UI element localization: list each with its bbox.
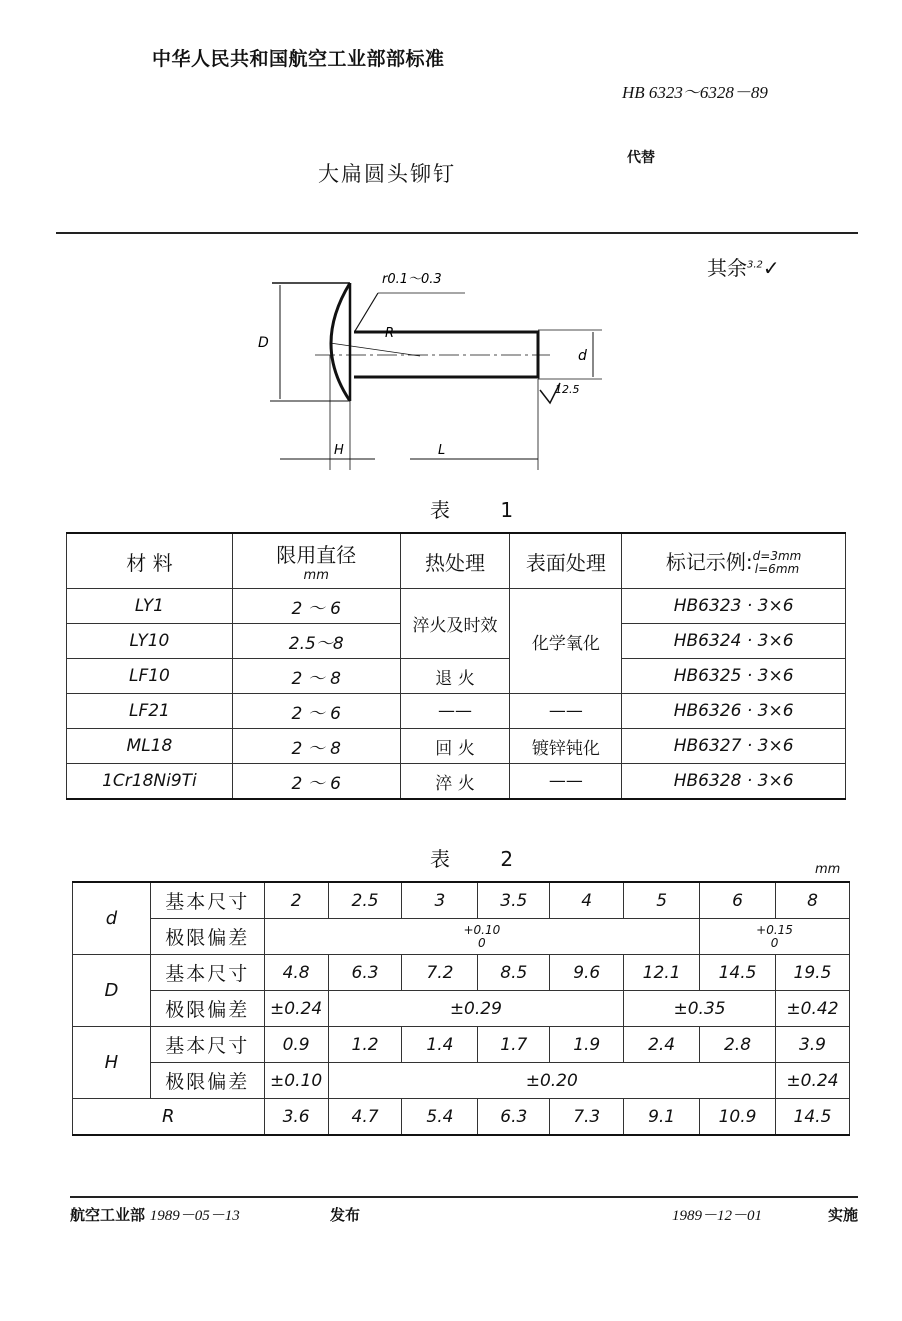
issue-info [70,1204,240,1225]
issuer: 航空工业部 [70,1206,146,1224]
header-rule [56,232,858,234]
roughness-check-icon: ✓ [762,256,780,280]
end-roughness: 12.5 [555,383,580,396]
replaces-label: 代替 [627,150,655,166]
dimension-table [72,881,850,1136]
label-L: L [438,443,446,458]
table-row: R 3.6 4.7 5.4 6.3 7.3 9.1 10.9 14.5 [73,1099,850,1136]
table2-caption: 表 2 [430,847,536,871]
effective-label: 实施 [828,1206,859,1224]
header-diameter: 限用直径 mm [232,533,400,589]
footer-rule [70,1196,858,1198]
table-row: 极限偏差 ±0.10 ±0.20 ±0.24 [73,1063,850,1099]
label-D: D [258,335,269,351]
table-row: LF21 2 ～ 6 —— —— HB6326 · 3×6 [67,694,846,729]
issuing-organization: 中华人民共和国航空工业部部标准 [152,48,445,70]
header-material: 材 料 [67,533,233,589]
table-row: LY10 2.5～8 HB6324 · 3×6 [67,624,846,659]
issue-label: 发布 [330,1206,361,1224]
table-row: 1Cr18Ni9Ti 2 ～ 6 淬 火 —— HB6328 · 3×6 [67,764,846,800]
fillet-note: r0.1～0.3 [382,272,442,287]
standard-code: HB 6323～6328－89 [622,83,768,102]
roughness-prefix: 其余 [707,256,747,280]
material-table [66,532,846,800]
effective-date: 1989－12－01 [672,1208,763,1224]
table-row: d 基本尺寸 2 2.5 3 3.5 4 5 6 8 [73,882,850,919]
label-R: R [385,326,395,341]
table1-caption: 表 1 [430,498,536,522]
table-row: LF10 2 ～ 8 退 火 HB6325 · 3×6 [67,659,846,694]
table-row: D 基本尺寸 4.8 6.3 7.2 8.5 9.6 12.1 14.5 19.5 [73,955,850,991]
table-row: 极限偏差 ±0.24 ±0.29 ±0.35 ±0.42 [73,991,850,1027]
label-d: d [578,348,587,364]
issue-date: 1989－05－13 [149,1208,240,1224]
header-heat-treatment: 热处理 [400,533,510,589]
general-roughness [707,252,780,281]
header-marking-example: 标记示例:d=3mm l=6mm [622,533,846,589]
header-surface-treatment: 表面处理 [510,533,622,589]
document-title: 大扁圆头铆钉 [318,162,456,186]
rivet-drawing [250,255,620,470]
table-row: LY1 2 ～ 6 淬火及时效 化学氧化 HB6323 · 3×6 [67,589,846,624]
roughness-value: 3.2 [747,259,763,271]
label-H: H [334,443,344,458]
table-row: 极限偏差 +0.10 0 +0.15 0 [73,919,850,955]
table2-unit: mm [815,862,841,877]
table-row: ML18 2 ～ 8 回 火 镀锌钝化 HB6327 · 3×6 [67,729,846,764]
table-row: H 基本尺寸 0.9 1.2 1.4 1.7 1.9 2.4 2.8 3.9 [73,1027,850,1063]
